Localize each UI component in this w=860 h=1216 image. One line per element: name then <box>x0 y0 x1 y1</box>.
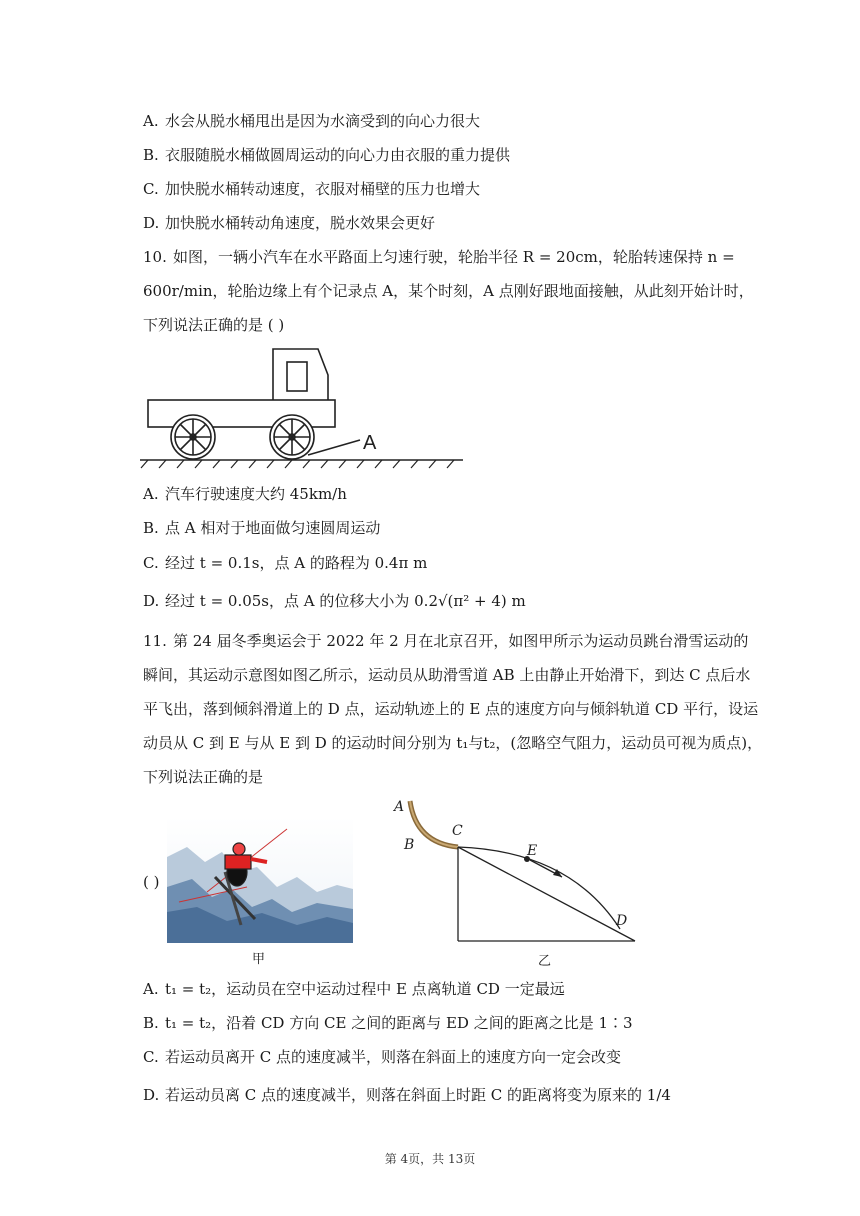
q11-option-c: C. 若运动员离开 C 点的速度减半，则落在斜面上的速度方向一定会改变 <box>143 1048 622 1066</box>
skier-photo <box>167 817 353 943</box>
q9-option-b: B. 衣服随脱水桶做圆周运动的向心力由衣服的重力提供 <box>143 146 511 164</box>
rear-wheel <box>270 415 314 459</box>
caption-yi: 乙 <box>538 954 552 969</box>
label-d: D <box>616 913 628 929</box>
q11-option-a: A. t₁ = t₂，运动员在空中运动过程中 E 点离轨道 CD 一定最远 <box>143 980 565 998</box>
skier-helmet <box>233 843 245 855</box>
q10-option-a: A. 汽车行驶速度大约 45km/h <box>143 485 347 503</box>
q10-stem-line-1: 10. 如图，一辆小汽车在水平路面上匀速行驶，轮胎半径 R = 20cm，轮胎转速保持 n = <box>143 248 735 266</box>
truck-figure <box>138 345 468 470</box>
q10-option-d: D. 经过 t = 0.05s，点 A 的位移大小为 0.2√(π² + 4) m <box>143 592 526 610</box>
label-b: B <box>404 837 415 853</box>
q10-option-c: C. 经过 t = 0.1s，点 A 的路程为 0.4π m <box>143 554 428 572</box>
q11-answer-paren: ( ) <box>143 873 160 891</box>
label-c: C <box>452 823 463 839</box>
q11-stem-line-4: 动员从 C 到 E 与从 E 到 D 的运动时间分别为 t₁与t₂，(忽略空气阻力，运动员可视为质点)， <box>143 734 763 752</box>
truck-cab <box>273 349 328 400</box>
point-a-label: A <box>363 432 377 454</box>
label-e: E <box>527 843 538 859</box>
q9-option-a: A. 水会从脱水桶甩出是因为水滴受到的向心力很大 <box>143 112 481 130</box>
q11-stem-line-3: 平飞出，落到倾斜滑道上的 D 点，运动轨迹上的 E 点的速度方向与倾斜轨道 CD 平行，设运 <box>143 700 759 718</box>
q10-stem-line-3: 下列说法正确的是 ( ) <box>143 316 285 334</box>
q11-stem-line-5: 下列说法正确的是 <box>143 768 264 786</box>
q11-option-b: B. t₁ = t₂，沿着 CD 方向 CE 之间的距离与 ED 之间的距离之比是 1∶3 <box>143 1014 633 1032</box>
label-a: A <box>394 799 405 815</box>
caption-jia: 甲 <box>252 952 266 967</box>
q11-stem-line-2: 瞬间，其运动示意图如图乙所示，运动员从助滑雪道 AB 上由静止开始滑下，到达 C 点后水 <box>143 666 751 684</box>
q9-option-d: D. 加快脱水桶转动角速度，脱水效果会更好 <box>143 214 436 232</box>
q10-option-b: B. 点 A 相对于地面做匀速圆周运动 <box>143 519 381 537</box>
ski-jump-diagram <box>390 795 645 970</box>
slope-cd <box>458 847 635 941</box>
q10-stem-line-2: 600r/min，轮胎边缘上有个记录点 A，某个时刻，A 点刚好跟地面接触，从此刻开始计时， <box>143 282 754 300</box>
front-wheel <box>171 415 215 459</box>
point-a-pointer <box>308 440 360 455</box>
truck-window <box>287 362 307 391</box>
q11-stem-line-1: 11. 第 24 届冬季奥运会于 2022 年 2 月在北京召开，如图甲所示为运动员跳台滑雪运动的 <box>143 632 749 650</box>
ground-hatch <box>141 460 454 468</box>
page-footer: 第 4页，共 13页 <box>384 1152 476 1166</box>
skier-jacket <box>225 855 251 869</box>
q11-option-d: D. 若运动员离 C 点的速度减半，则落在斜面上时距 C 的距离将变为原来的 1/4 <box>143 1086 671 1104</box>
q9-option-c: C. 加快脱水桶转动速度，衣服对桶壁的压力也增大 <box>143 180 481 198</box>
